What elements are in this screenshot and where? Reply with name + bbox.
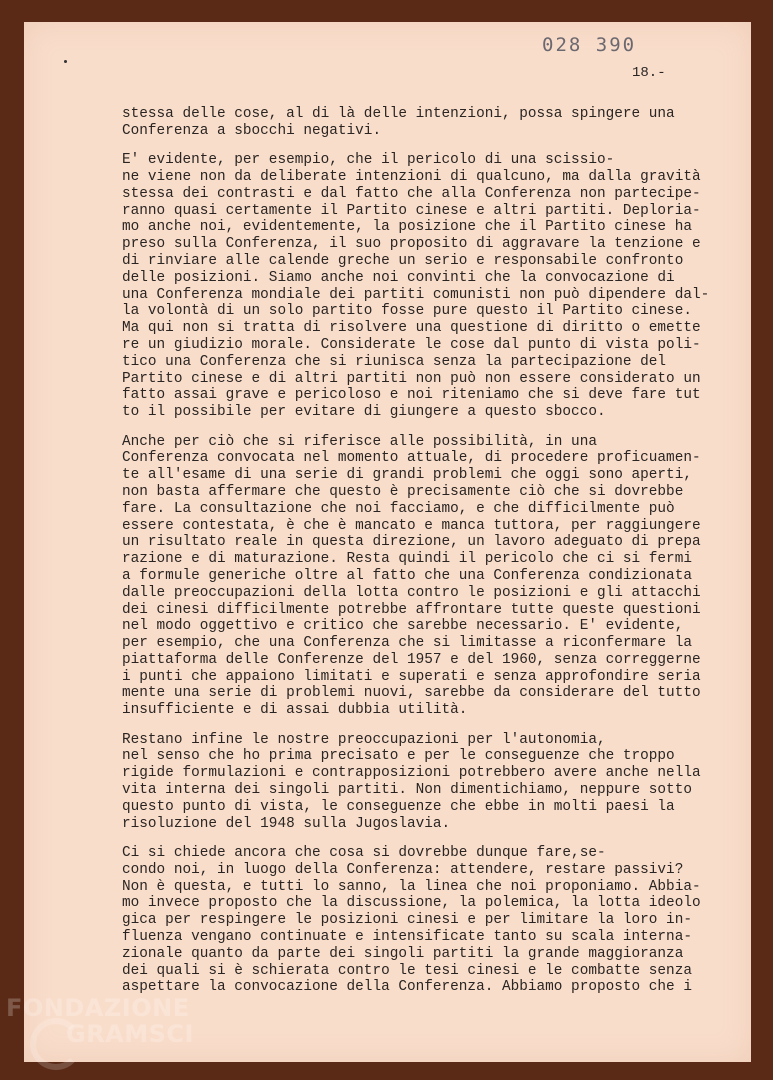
paragraph-1: stessa delle cose, al di là delle intenzioni, possa spingere una Conferenza a sbocchi negativi. — [122, 106, 675, 139]
paragraph-5: Ci si chiede ancora che cosa si dovrebbe dunque fare,se- condo noi, in luogo della Conferenza: attendere, restare passivi? Non è questa, e tutti lo sanno, la linea che noi proponiamo. Abbia- mo invece proposto che la discussione, la polemica, la lotta ideolo gica per respingere le posizioni cinesi e per limitare la loro in- fluenza vengano continuate e intensificate tanto su scala interna- zionale quanto da parte dei singoli partiti la grande maggioranza dei quali si è schierata contro le tesi cinesi e le combatte senza aspettare la convocazione della Conferenza. Abbiamo proposto che i — [122, 845, 701, 996]
paragraph-4: Restano infine le nostre preoccupazioni per l'autonomia, nel senso che ho prima precisato e per le conseguenze che troppo rigide formulazioni e contrapposizioni potrebbero avere anche nella vita interna dei singoli partiti. Non dimentichiamo, neppure sotto questo punto di vista, le conseguenze che ebbe in molti paesi la risoluzione del 1948 sulla Jugoslavia. — [122, 731, 701, 832]
document-body — [122, 106, 712, 1009]
watermark-line-1: FONDAZIONE — [6, 994, 190, 1022]
page-number: 18.- — [632, 65, 666, 81]
margin-dot — [64, 60, 67, 63]
watermark-line-2: GRAMSCI — [66, 1020, 194, 1048]
watermark — [6, 995, 194, 1047]
paragraph-2: E' evidente, per esempio, che il pericolo di una scissio- ne viene non da deliberate intenzioni di qualcuno, ma dalla gravità stessa dei contrasti e dal fatto che alla Conferenza non partecipe- ranno quasi certamente il Partito cinese e altri partiti. Deploria- mo anche noi, evidentemente, la posizione che il Partito cinese ha preso sulla Conferenza, il suo proposito di aggravare la tenzione e di rinviare alle calende greche un serio e responsabile confronto delle posizioni. Siamo anche noi convinti che la convocazione di una Conferenza mondiale dei partiti comunisti non può dipendere dal- la volontà di un solo partito fosse pure questo il Partito cinese. Ma qui non si tratta di risolvere una questione di diritto o emette re un giudizio morale. Considerate le cose dal punto di vista poli- tico una Conferenza che si riunisca senza la partecipazione del Partito cinese e di altri partiti non può non essere considerato un fatto assai grave e pericoloso e noi riteniamo che si deve fare tut to il possibile per evitare di giungere a questo sbocco. — [122, 152, 710, 421]
archive-number: 028 390 — [542, 34, 637, 56]
paragraph-3: Anche per ciò che si riferisce alle possibilità, in una Conferenza convocata nel momento attuale, di procedere proficuamen- te all'esame di una serie di grandi problemi che oggi sono aperti, non basta affermare che questo è precisamente ciò che si dovrebbe fare. La consultazione che noi facciamo, e che difficilmente può essere contestata, è che è mancato e manca tuttora, per raggiungere un risultato reale in questa direzione, un lavoro adeguato di prepa razione e di maturazione. Resta quindi il pericolo che ci si fermi a formule generiche oltre al fatto che una Conferenza condizionata dalle preoccupazioni della lotta contro le posizioni e gli attacchi dei cinesi difficilmente potrebbe affrontare tutte queste questioni nel modo oggettivo e critico che sarebbe necessario. E' evidente, per esempio, che una Conferenza che si limitasse a riconfermare la piattaforma delle Conferenze del 1957 e del 1960, senza correggerne i punti che appaiono limitati e superati e senza approfondire seria mente una serie di problemi nuovi, sarebbe da considerare del tutto insufficiente e di assai dubbia utilità. — [122, 433, 701, 719]
